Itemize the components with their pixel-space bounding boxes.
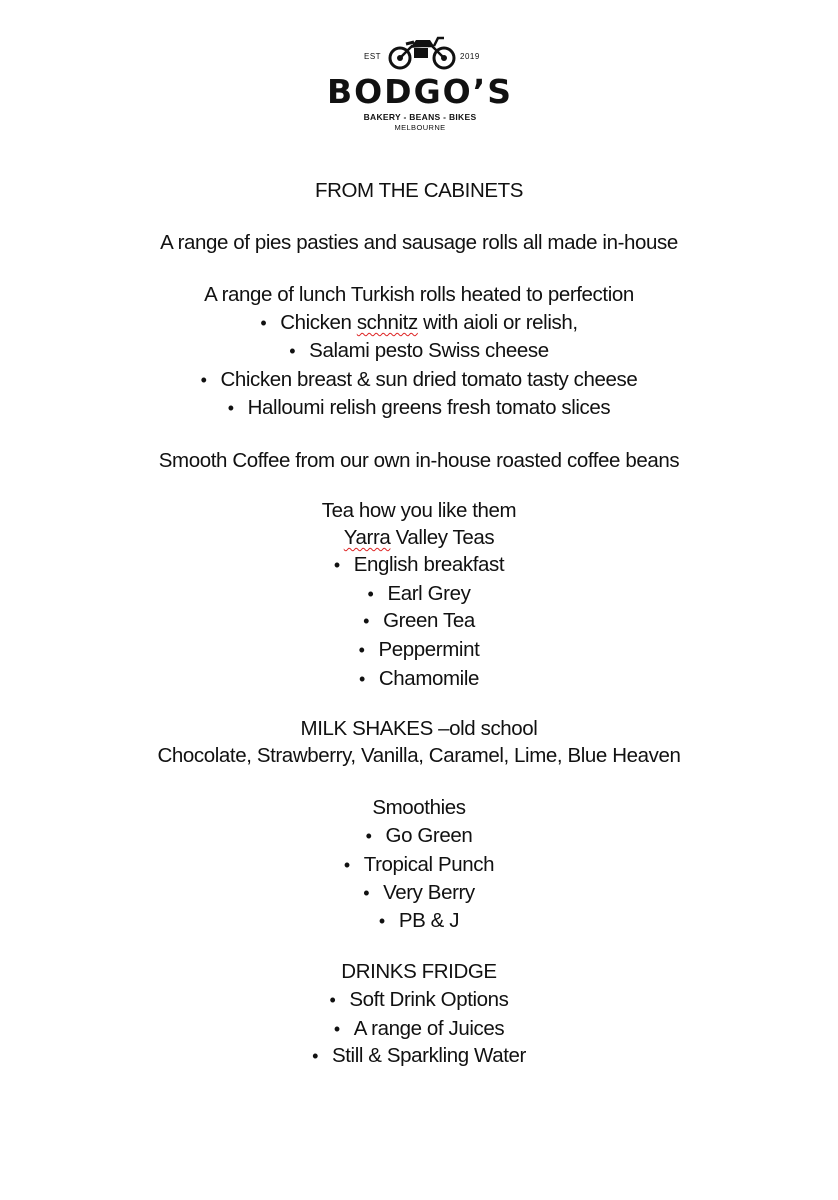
tea-item: • Earl Grey: [0, 582, 838, 606]
roll-item-halloumi: • Halloumi relish greens fresh tomato slices: [0, 396, 838, 420]
tea-item: • English breakfast: [0, 553, 838, 577]
fridge-item: • Soft Drink Options: [0, 988, 838, 1012]
roll-item-chicken-breast: • Chicken breast & sun dried tomato tasty cheese: [0, 368, 838, 392]
spellcheck-underline: Yarra: [343, 526, 391, 549]
milkshakes-heading: MILK SHAKES –old school: [300, 717, 538, 740]
smoothie-item: • Very Berry: [0, 881, 838, 905]
logo-est: EST: [364, 52, 382, 61]
motorbike-icon: [386, 34, 458, 70]
tea-heading: Tea how you like them: [321, 499, 517, 522]
logo-tagline: BAKERY - BEANS - BIKES: [363, 112, 477, 122]
pies-line: A range of pies pasties and sausage rolls all made in-house: [160, 231, 678, 254]
tea-brand: Yarra Valley Teas: [343, 526, 495, 549]
roll-item-schnitz: • Chicken schnitz with aioli or relish,: [0, 311, 838, 335]
coffee-line: Smooth Coffee from our own in-house roasted coffee beans: [158, 449, 680, 472]
tea-item: • Green Tea: [0, 609, 838, 633]
smoothie-item: • Go Green: [0, 824, 838, 848]
fridge-heading: DRINKS FRIDGE: [341, 960, 497, 983]
smoothie-item: • Tropical Punch: [0, 853, 838, 877]
smoothies-heading: Smoothies: [372, 796, 466, 819]
rolls-intro: A range of lunch Turkish rolls heated to perfection: [204, 283, 634, 306]
spellcheck-underline: schnitz: [356, 311, 418, 334]
smoothie-item: • PB & J: [0, 909, 838, 933]
logo-year: 2019: [460, 52, 480, 61]
tea-item: • Peppermint: [0, 638, 838, 662]
logo-wordmark: BODGO’S: [326, 72, 514, 111]
fridge-item: • Still & Sparkling Water: [0, 1044, 838, 1068]
roll-item-salami: • Salami pesto Swiss cheese: [0, 339, 838, 363]
tea-item: • Chamomile: [0, 667, 838, 691]
milkshakes-flavours: Chocolate, Strawberry, Vanilla, Caramel, Lime, Blue Heaven: [157, 744, 681, 767]
logo-city: MELBOURNE: [394, 123, 446, 132]
fridge-item: • A range of Juices: [0, 1017, 838, 1041]
bodgos-logo: [320, 30, 520, 135]
section-heading-cabinets: FROM THE CABINETS: [314, 179, 524, 202]
